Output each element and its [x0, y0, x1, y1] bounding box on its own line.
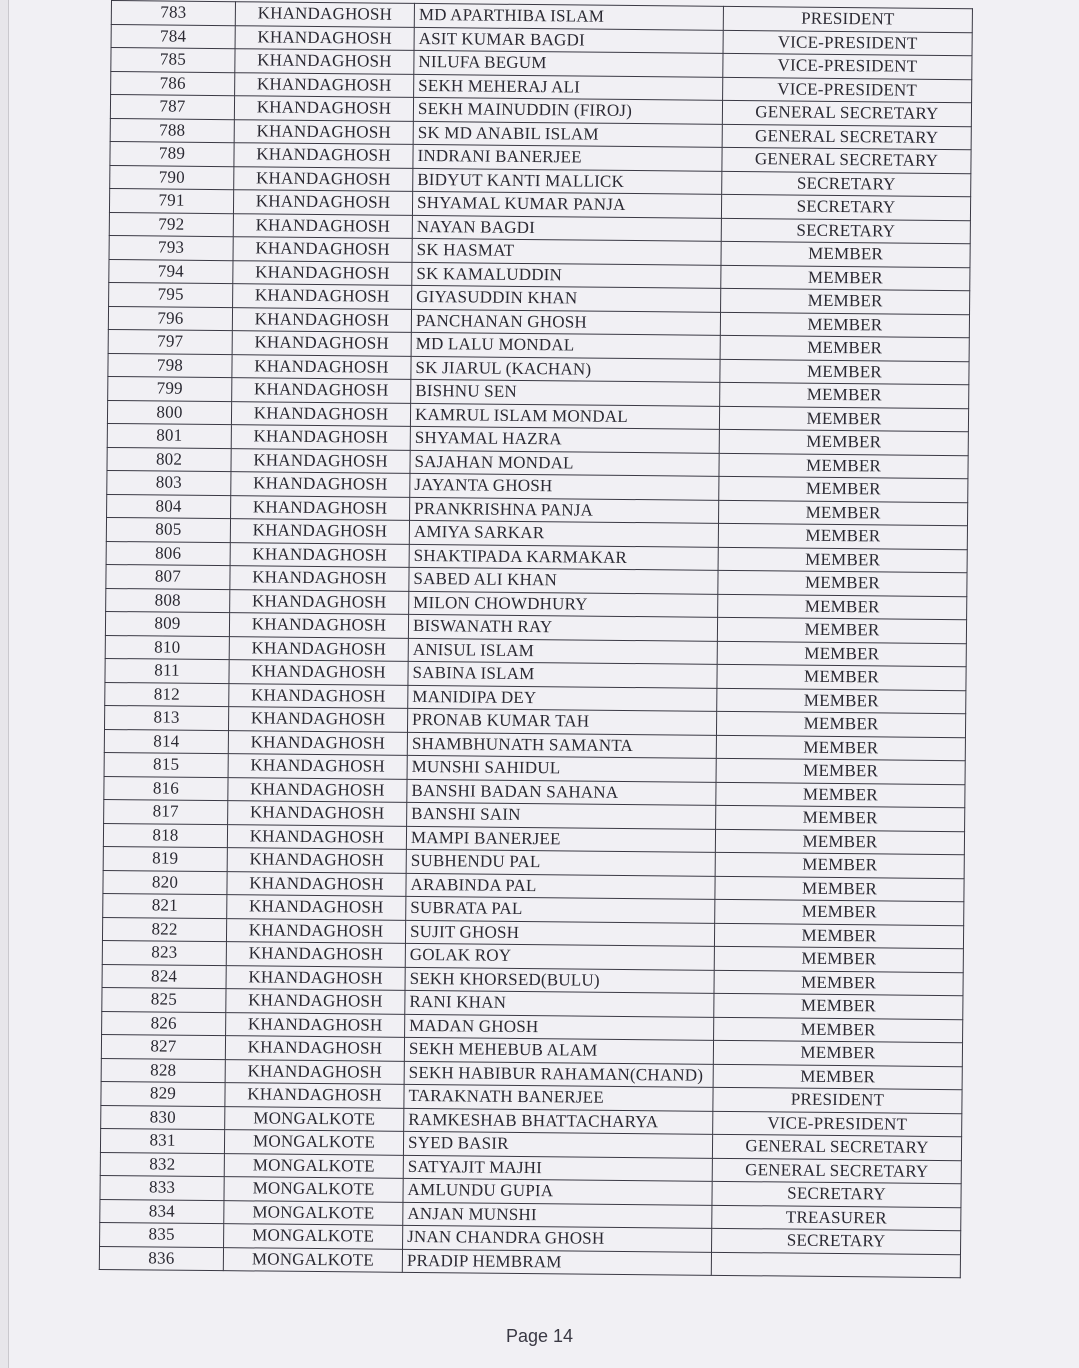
serial-number-cell: 790: [110, 165, 234, 190]
designation-cell: GENERAL SECRETARY: [722, 147, 971, 173]
block-cell: KHANDAGHOSH: [235, 49, 414, 74]
designation-cell: MEMBER: [713, 1040, 962, 1066]
serial-number-cell: 835: [100, 1222, 224, 1247]
member-name-cell: PRANKRISHNA PANJA: [410, 497, 719, 523]
block-cell: KHANDAGHOSH: [229, 660, 408, 685]
member-name-cell: SHYAMAL KUMAR PANJA: [412, 191, 721, 217]
block-cell: KHANDAGHOSH: [227, 824, 406, 849]
block-cell: KHANDAGHOSH: [234, 143, 413, 168]
designation-cell: VICE-PRESIDENT: [723, 53, 972, 79]
serial-number-cell: 784: [111, 24, 235, 49]
serial-number-cell: 797: [108, 329, 232, 354]
designation-cell: MEMBER: [718, 547, 967, 573]
designation-cell: SECRETARY: [712, 1228, 961, 1254]
member-name-cell: MANIDIPA DEY: [408, 685, 717, 711]
serial-number-cell: 806: [106, 541, 230, 566]
block-cell: KHANDAGHOSH: [228, 777, 407, 802]
block-cell: KHANDAGHOSH: [229, 683, 408, 708]
member-name-cell: JAYANTA GHOSH: [410, 473, 719, 499]
designation-cell: MEMBER: [721, 288, 970, 314]
block-cell: KHANDAGHOSH: [231, 448, 410, 473]
member-name-cell: ASIT KUMAR BAGDI: [414, 27, 723, 53]
block-cell: KHANDAGHOSH: [232, 307, 411, 332]
serial-number-cell: 836: [99, 1246, 223, 1271]
serial-number-cell: 804: [107, 494, 231, 519]
serial-number-cell: 802: [107, 447, 231, 472]
serial-number-cell: 799: [108, 376, 232, 401]
block-cell: KHANDAGHOSH: [232, 378, 411, 403]
designation-cell: MEMBER: [716, 711, 965, 737]
serial-number-cell: 827: [101, 1034, 225, 1059]
member-name-cell: SAJAHAN MONDAL: [410, 450, 719, 476]
member-name-cell: SUBRATA PAL: [406, 896, 715, 922]
block-cell: KHANDAGHOSH: [228, 801, 407, 826]
member-name-cell: MD APARTHIBA ISLAM: [414, 3, 723, 29]
member-name-cell: SABINA ISLAM: [408, 661, 717, 687]
designation-cell: MEMBER: [715, 829, 964, 855]
serial-number-cell: 834: [100, 1199, 224, 1224]
block-cell: KHANDAGHOSH: [230, 519, 409, 544]
serial-number-cell: 830: [101, 1105, 225, 1130]
designation-cell: MEMBER: [719, 406, 968, 432]
member-name-cell: AMIYA SARKAR: [409, 520, 718, 546]
designation-cell: MEMBER: [717, 688, 966, 714]
member-name-cell: MILON CHOWDHURY: [409, 591, 718, 617]
block-cell: KHANDAGHOSH: [226, 1012, 405, 1037]
block-cell: KHANDAGHOSH: [226, 989, 405, 1014]
serial-number-cell: 819: [103, 846, 227, 871]
block-cell: KHANDAGHOSH: [231, 495, 410, 520]
designation-cell: GENERAL SECRETARY: [722, 100, 971, 126]
serial-number-cell: 833: [100, 1175, 224, 1200]
member-name-cell: SEKH KHORSED(BULU): [405, 967, 714, 993]
serial-number-cell: 814: [104, 729, 228, 754]
member-name-cell: SATYAJIT MAJHI: [403, 1155, 712, 1181]
block-cell: MONGALKOTE: [224, 1177, 403, 1202]
serial-number-cell: 817: [104, 799, 228, 824]
block-cell: KHANDAGHOSH: [229, 613, 408, 638]
serial-number-cell: 793: [109, 235, 233, 260]
member-name-cell: RANI KHAN: [405, 990, 714, 1016]
designation-cell: PRESIDENT: [723, 6, 972, 32]
member-name-cell: MD LALU MONDAL: [411, 332, 720, 358]
designation-cell: MEMBER: [718, 594, 967, 620]
serial-number-cell: 829: [101, 1081, 225, 1106]
designation-cell: MEMBER: [717, 641, 966, 667]
committee-table: [99, 0, 973, 1278]
serial-number-cell: 794: [109, 259, 233, 284]
designation-cell: MEMBER: [715, 899, 964, 925]
designation-cell: MEMBER: [720, 359, 969, 385]
serial-number-cell: 822: [102, 917, 226, 942]
member-name-cell: ANISUL ISLAM: [408, 638, 717, 664]
designation-cell: MEMBER: [718, 570, 967, 596]
member-name-cell: BISWANATH RAY: [408, 614, 717, 640]
designation-cell: PRESIDENT: [713, 1087, 962, 1113]
block-cell: KHANDAGHOSH: [225, 1059, 404, 1084]
designation-cell: MEMBER: [716, 735, 965, 761]
member-name-cell: INDRANI BANERJEE: [413, 144, 722, 170]
designation-cell: MEMBER: [714, 1017, 963, 1043]
block-cell: KHANDAGHOSH: [231, 401, 410, 426]
block-cell: KHANDAGHOSH: [234, 96, 413, 121]
serial-number-cell: 812: [105, 682, 229, 707]
designation-cell: VICE-PRESIDENT: [713, 1111, 962, 1137]
serial-number-cell: 783: [111, 1, 235, 26]
serial-number-cell: 810: [105, 635, 229, 660]
designation-cell: SECRETARY: [722, 171, 971, 197]
block-cell: KHANDAGHOSH: [225, 1036, 404, 1061]
block-cell: KHANDAGHOSH: [229, 636, 408, 661]
member-name-cell: SUJIT GHOSH: [405, 920, 714, 946]
designation-cell: MEMBER: [714, 923, 963, 949]
member-name-cell: SYED BASIR: [403, 1131, 712, 1157]
member-name-cell: GIYASUDDIN KHAN: [412, 285, 721, 311]
block-cell: KHANDAGHOSH: [234, 119, 413, 144]
designation-cell: GENERAL SECRETARY: [712, 1134, 961, 1160]
designation-cell: SECRETARY: [712, 1181, 961, 1207]
member-name-cell: SHAMBHUNATH SAMANTA: [407, 732, 716, 758]
block-cell: KHANDAGHOSH: [227, 871, 406, 896]
serial-number-cell: 792: [109, 212, 233, 237]
member-name-cell: SK KAMALUDDIN: [412, 262, 721, 288]
designation-cell: SECRETARY: [721, 218, 970, 244]
block-cell: MONGALKOTE: [224, 1153, 403, 1178]
member-name-cell: JNAN CHANDRA GHOSH: [403, 1225, 712, 1251]
block-cell: KHANDAGHOSH: [231, 472, 410, 497]
member-name-cell: NAYAN BAGDI: [412, 215, 721, 241]
block-cell: KHANDAGHOSH: [231, 425, 410, 450]
serial-number-cell: 796: [108, 306, 232, 331]
block-cell: KHANDAGHOSH: [233, 213, 412, 238]
member-name-cell: RAMKESHAB BHATTACHARYA: [404, 1108, 713, 1134]
member-name-cell: PRADIP HEMBRAM: [402, 1249, 711, 1275]
member-name-cell: SABED ALI KHAN: [409, 567, 718, 593]
serial-number-cell: 818: [103, 823, 227, 848]
serial-number-cell: 801: [107, 423, 231, 448]
block-cell: KHANDAGHOSH: [227, 848, 406, 873]
member-name-cell: SEKH MEHEBUB ALAM: [404, 1037, 713, 1063]
block-cell: KHANDAGHOSH: [225, 1083, 404, 1108]
member-name-cell: SUBHENDU PAL: [406, 849, 715, 875]
member-name-cell: PRONAB KUMAR TAH: [407, 708, 716, 734]
block-cell: MONGALKOTE: [224, 1224, 403, 1249]
serial-number-cell: 815: [104, 752, 228, 777]
member-name-cell: TARAKNATH BANERJEE: [404, 1084, 713, 1110]
block-cell: KHANDAGHOSH: [233, 190, 412, 215]
member-name-cell: MUNSHI SAHIDUL: [407, 755, 716, 781]
block-cell: KHANDAGHOSH: [235, 2, 414, 27]
block-cell: MONGALKOTE: [224, 1200, 403, 1225]
member-name-cell: MAMPI BANERJEE: [406, 826, 715, 852]
member-name-cell: BIDYUT KANTI MALLICK: [413, 168, 722, 194]
designation-cell: [711, 1252, 960, 1278]
member-name-cell: NILUFA BEGUM: [414, 50, 723, 76]
designation-cell: SECRETARY: [721, 194, 970, 220]
serial-number-cell: 832: [100, 1152, 224, 1177]
block-cell: KHANDAGHOSH: [226, 918, 405, 943]
block-cell: KHANDAGHOSH: [230, 589, 409, 614]
member-name-cell: SEKH HABIBUR RAHAMAN(CHAND): [404, 1061, 713, 1087]
designation-cell: MEMBER: [721, 241, 970, 267]
member-name-cell: ANJAN MUNSHI: [403, 1202, 712, 1228]
serial-number-cell: 811: [105, 658, 229, 683]
serial-number-cell: 798: [108, 353, 232, 378]
block-cell: KHANDAGHOSH: [226, 942, 405, 967]
serial-number-cell: 789: [110, 141, 234, 166]
member-name-cell: BANSHI BADAN SAHANA: [407, 779, 716, 805]
block-cell: KHANDAGHOSH: [233, 237, 412, 262]
page-number: Page 14: [505, 1326, 574, 1346]
designation-cell: MEMBER: [721, 265, 970, 291]
serial-number-cell: 808: [106, 588, 230, 613]
block-cell: KHANDAGHOSH: [233, 284, 412, 309]
committee-table-wrapper: [99, 0, 973, 1278]
designation-cell: MEMBER: [715, 852, 964, 878]
serial-number-cell: 788: [110, 118, 234, 143]
committee-table-body: [99, 1, 972, 1278]
serial-number-cell: 823: [102, 940, 226, 965]
member-name-cell: SHAKTIPADA KARMAKAR: [409, 544, 718, 570]
designation-cell: MEMBER: [719, 476, 968, 502]
member-name-cell: SK MD ANABIL ISLAM: [413, 121, 722, 147]
designation-cell: MEMBER: [717, 617, 966, 643]
serial-number-cell: 824: [102, 964, 226, 989]
block-cell: KHANDAGHOSH: [230, 542, 409, 567]
designation-cell: GENERAL SECRETARY: [722, 124, 971, 150]
block-cell: KHANDAGHOSH: [228, 754, 407, 779]
serial-number-cell: 787: [110, 95, 234, 120]
block-cell: KHANDAGHOSH: [228, 707, 407, 732]
member-name-cell: PANCHANAN GHOSH: [411, 309, 720, 335]
member-name-cell: SK JIARUL (KACHAN): [411, 356, 720, 382]
member-name-cell: AMLUNDU GUPIA: [403, 1178, 712, 1204]
block-cell: MONGALKOTE: [225, 1106, 404, 1131]
serial-number-cell: 825: [102, 987, 226, 1012]
designation-cell: MEMBER: [720, 312, 969, 338]
serial-number-cell: 831: [100, 1128, 224, 1153]
serial-number-cell: 786: [111, 71, 235, 96]
member-name-cell: SK HASMAT: [412, 238, 721, 264]
serial-number-cell: 826: [102, 1011, 226, 1036]
member-name-cell: SHYAMAL HAZRA: [410, 426, 719, 452]
designation-cell: MEMBER: [714, 993, 963, 1019]
designation-cell: MEMBER: [719, 500, 968, 526]
block-cell: KHANDAGHOSH: [235, 25, 414, 50]
member-name-cell: SEKH MEHERAJ ALI: [414, 74, 723, 100]
serial-number-cell: 809: [105, 611, 229, 636]
block-cell: MONGALKOTE: [224, 1130, 403, 1155]
block-cell: KHANDAGHOSH: [230, 566, 409, 591]
block-cell: KHANDAGHOSH: [232, 331, 411, 356]
block-cell: KHANDAGHOSH: [233, 260, 412, 285]
serial-number-cell: 807: [106, 564, 230, 589]
member-name-cell: GOLAK ROY: [405, 943, 714, 969]
member-name-cell: MADAN GHOSH: [405, 1014, 714, 1040]
serial-number-cell: 791: [109, 188, 233, 213]
designation-cell: MEMBER: [716, 805, 965, 831]
block-cell: KHANDAGHOSH: [226, 965, 405, 990]
document-page: [8, 0, 1079, 1368]
serial-number-cell: 785: [111, 48, 235, 73]
serial-number-cell: 821: [103, 893, 227, 918]
serial-number-cell: 816: [104, 776, 228, 801]
serial-number-cell: 813: [105, 705, 229, 730]
designation-cell: MEMBER: [714, 946, 963, 972]
block-cell: KHANDAGHOSH: [228, 730, 407, 755]
block-cell: KHANDAGHOSH: [227, 895, 406, 920]
serial-number-cell: 803: [107, 470, 231, 495]
member-name-cell: BISHNU SEN: [411, 379, 720, 405]
designation-cell: MEMBER: [719, 453, 968, 479]
member-name-cell: KAMRUL ISLAM MONDAL: [410, 403, 719, 429]
block-cell: MONGALKOTE: [223, 1247, 402, 1272]
designation-cell: MEMBER: [720, 382, 969, 408]
serial-number-cell: 820: [103, 870, 227, 895]
member-name-cell: SEKH MAINUDDIN (FIROJ): [413, 97, 722, 123]
designation-cell: MEMBER: [718, 523, 967, 549]
member-name-cell: BANSHI SAIN: [407, 802, 716, 828]
designation-cell: MEMBER: [716, 758, 965, 784]
serial-number-cell: 828: [101, 1058, 225, 1083]
designation-cell: VICE-PRESIDENT: [723, 30, 972, 56]
designation-cell: TREASURER: [712, 1205, 961, 1231]
block-cell: KHANDAGHOSH: [235, 72, 414, 97]
member-name-cell: ARABINDA PAL: [406, 873, 715, 899]
serial-number-cell: 805: [106, 517, 230, 542]
designation-cell: MEMBER: [714, 970, 963, 996]
block-cell: KHANDAGHOSH: [234, 166, 413, 191]
designation-cell: VICE-PRESIDENT: [723, 77, 972, 103]
designation-cell: MEMBER: [719, 429, 968, 455]
designation-cell: MEMBER: [720, 335, 969, 361]
serial-number-cell: 800: [107, 400, 231, 425]
designation-cell: MEMBER: [713, 1064, 962, 1090]
block-cell: KHANDAGHOSH: [232, 354, 411, 379]
designation-cell: MEMBER: [717, 664, 966, 690]
designation-cell: GENERAL SECRETARY: [712, 1158, 961, 1184]
serial-number-cell: 795: [109, 282, 233, 307]
designation-cell: MEMBER: [715, 876, 964, 902]
designation-cell: MEMBER: [716, 782, 965, 808]
